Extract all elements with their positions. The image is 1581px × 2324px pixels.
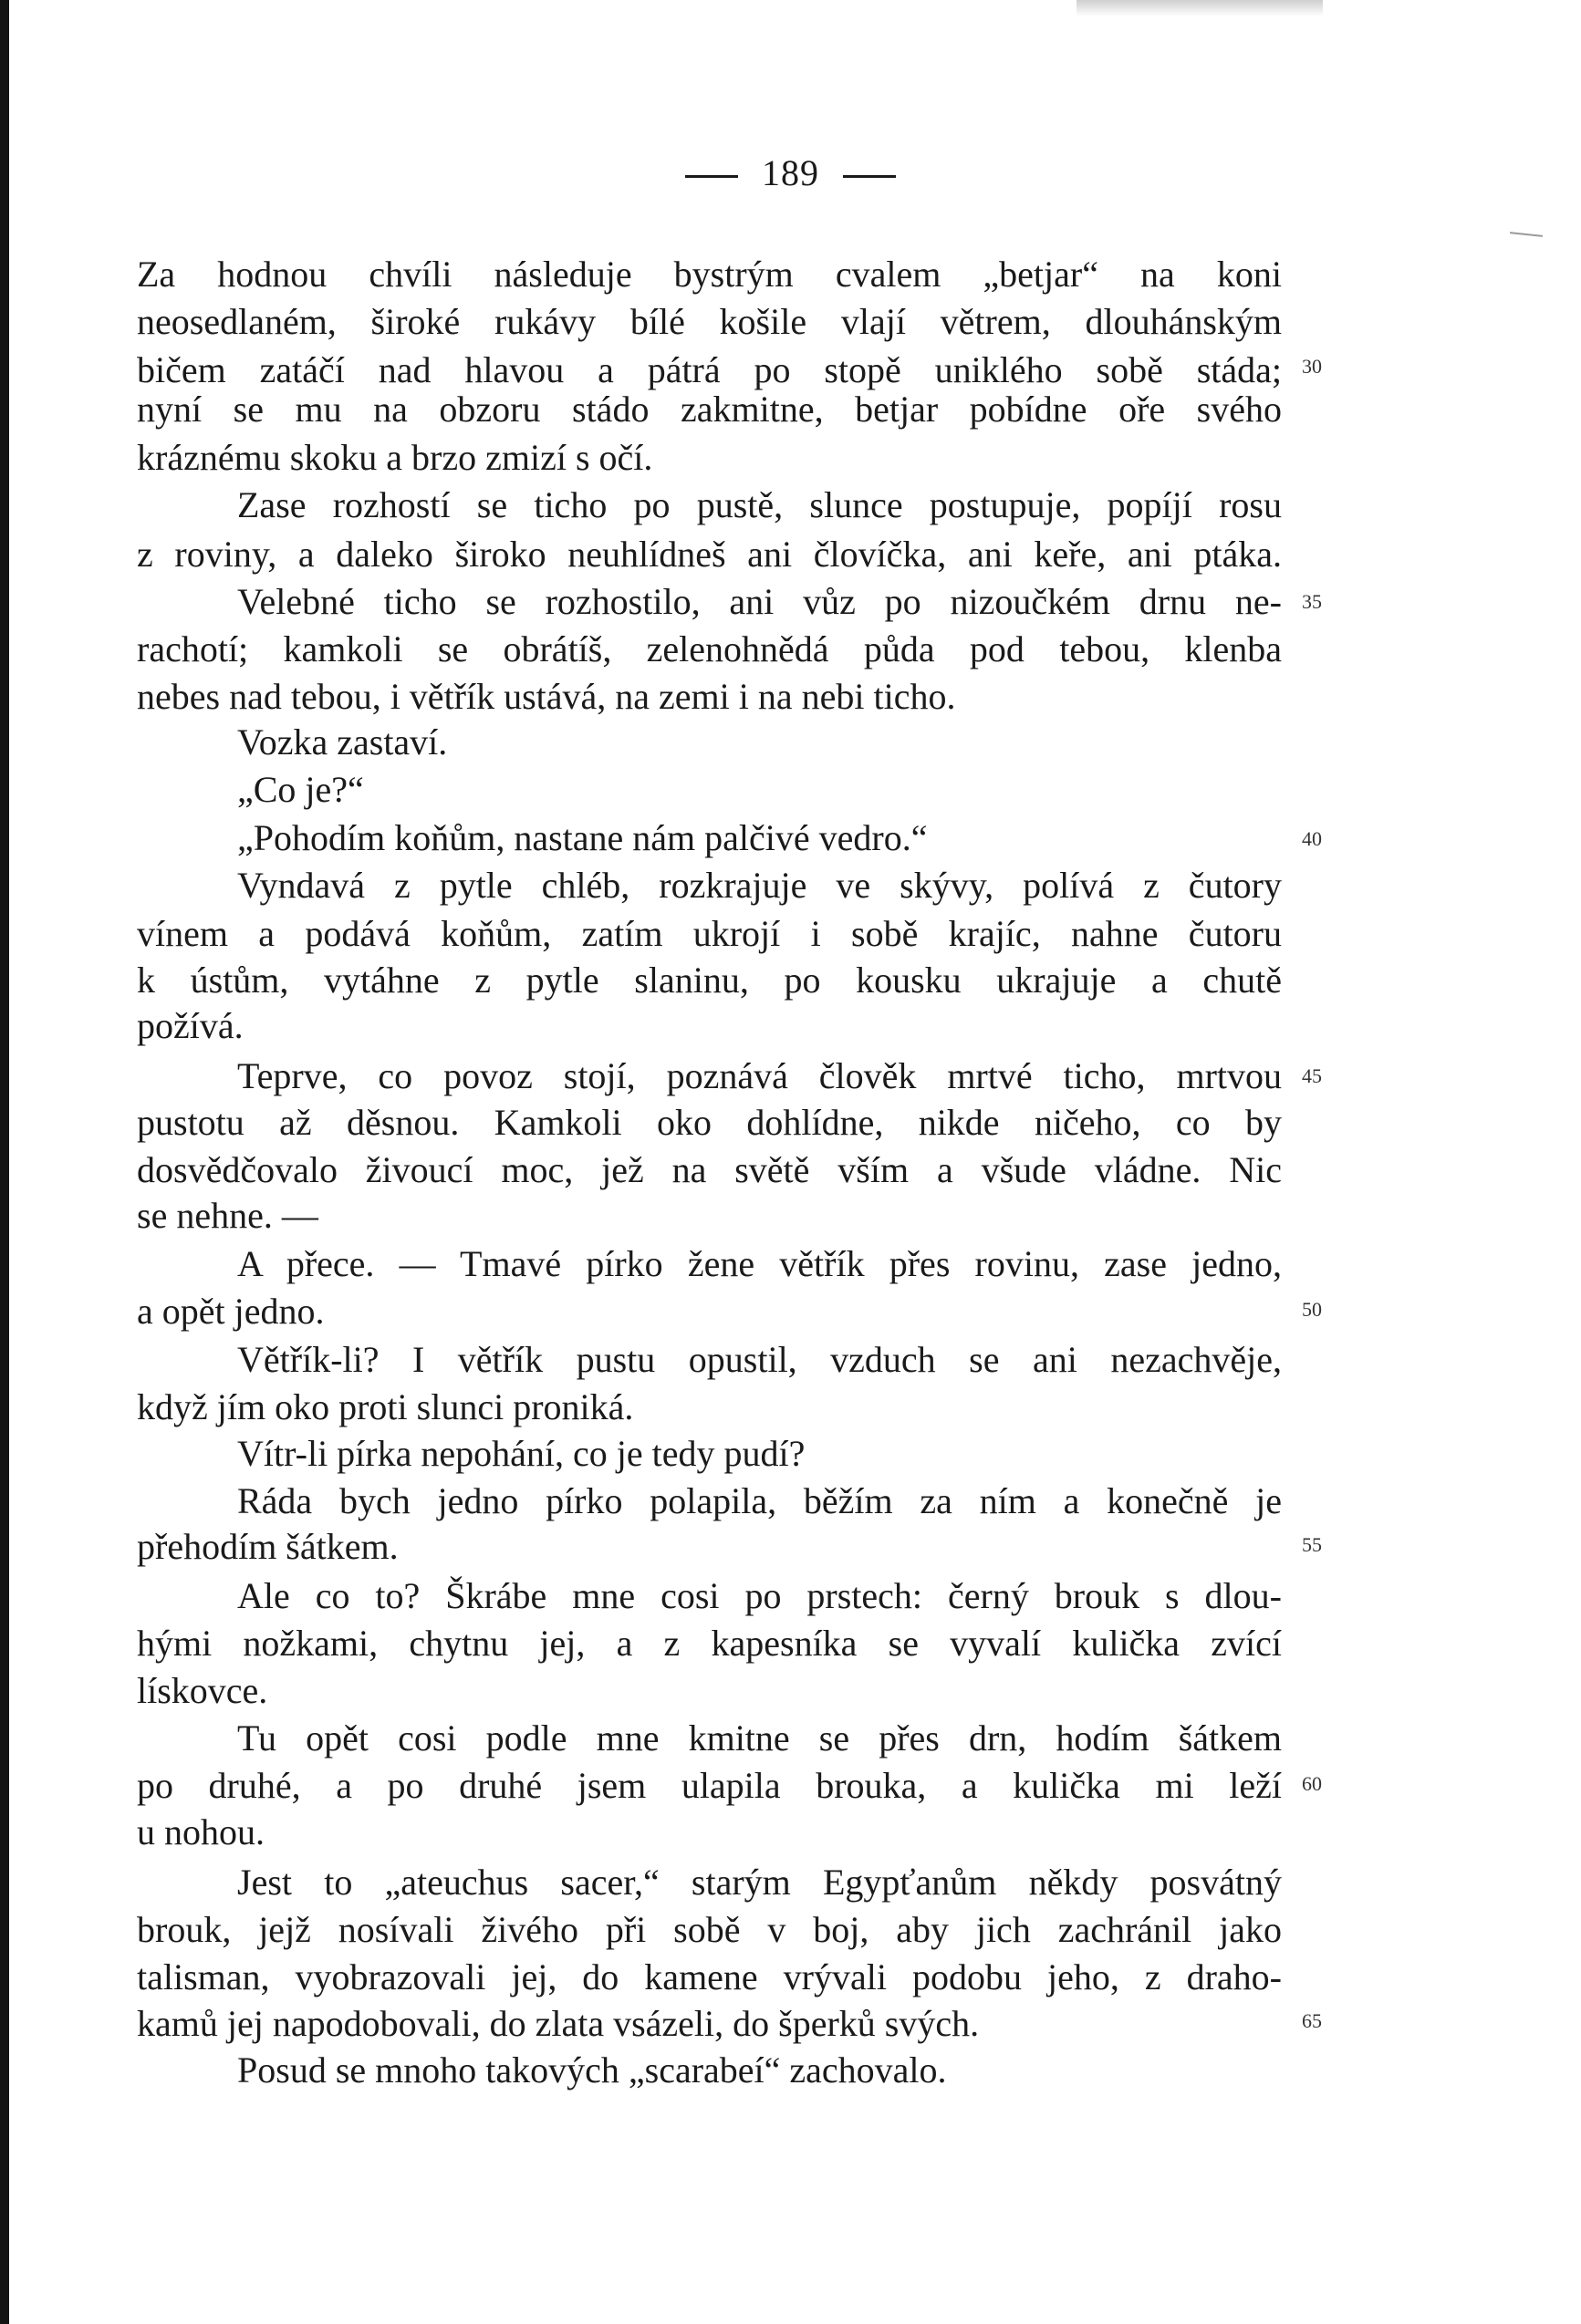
line-number: 45 xyxy=(1302,1064,1322,1087)
page-number: 189 xyxy=(762,152,819,193)
text-line: požívá. xyxy=(137,1005,244,1046)
text-line: neosedlaném, široké rukávy bílé košile vlají větrem, dlouhánským xyxy=(137,301,1282,342)
line-number: 60 xyxy=(1302,1772,1322,1795)
text-line: Jest to „ateuchus sacer,“ starým Egypťanům někdy posvátný xyxy=(237,1862,1282,1903)
text-line: přehodím šátkem. xyxy=(137,1526,399,1567)
text-line: Ráda bych jedno pírko polapila, běžím za ním a konečně je xyxy=(237,1480,1282,1521)
scan-top-edge xyxy=(1077,0,1323,16)
text-line: po druhé, a po druhé jsem ulapila brouka, a kulička mi leží xyxy=(137,1765,1282,1806)
text-line: nyní se mu na obzoru stádo zakmitne, betjar pobídne oře svého xyxy=(137,389,1282,430)
text-line: „Pohodím koňům, nastane nám palčivé vedro.“ xyxy=(237,817,928,858)
line-number: 65 xyxy=(1302,2009,1322,2032)
text-line: Posud se mnoho takových „scarabeí“ zachovalo. xyxy=(237,2049,947,2091)
text-line: Teprve, co povoz stojí, poznává člověk mrtvé ticho, mrtvou xyxy=(237,1055,1282,1096)
line-number: 50 xyxy=(1302,1298,1322,1321)
line-number: 40 xyxy=(1302,827,1322,850)
text-line: Tu opět cosi podle mne kmitne se přes drn, hodím šátkem xyxy=(237,1717,1282,1759)
text-line: pustotu až děsnou. Kamkoli oko dohlídne, nikde ničeho, co by xyxy=(137,1102,1282,1143)
text-line: nebes nad tebou, i větřík ustává, na zemi i na nebi ticho. xyxy=(137,676,956,717)
text-line: Vyndavá z pytle chléb, rozkrajuje ve skývy, polívá z čutory xyxy=(237,865,1282,906)
text-line: se nehne. — xyxy=(137,1195,318,1236)
line-number: 55 xyxy=(1302,1533,1322,1556)
text-line: Vozka zastaví. xyxy=(237,721,448,763)
text-line: brouk, jejž nosívali živého při sobě v boj, aby jich zachránil jako xyxy=(137,1909,1282,1950)
header-dash-left xyxy=(685,175,738,178)
text-line: A přece. — Tmavé pírko žene větřík přes rovinu, zase jedno, xyxy=(237,1243,1282,1284)
page-header xyxy=(0,150,1581,196)
text-line: lískovce. xyxy=(137,1670,268,1711)
line-number: 35 xyxy=(1302,590,1322,613)
text-line: z roviny, a daleko široko neuhlídneš ani človíčka, ani keře, ani ptáka. xyxy=(137,534,1282,575)
text-line: k ústům, vytáhne z pytle slaninu, po kousku ukrajuje a chutě xyxy=(137,960,1282,1001)
scan-left-border xyxy=(0,0,9,2324)
text-line: když jím oko proti slunci proniká. xyxy=(137,1386,634,1427)
text-line: Ale co to? Škrábe mne cosi po prstech: černý brouk s dlou- xyxy=(237,1575,1282,1616)
text-line: Za hodnou chvíli následuje bystrým cvalem „betjar“ na koni xyxy=(137,254,1282,295)
text-line: Větřík-li? I větřík pustu opustil, vzduch se ani nezachvěje, xyxy=(237,1339,1282,1380)
text-line: Vítr-li pírka nepohání, co je tedy pudí? xyxy=(237,1433,806,1474)
text-line: a opět jedno. xyxy=(137,1291,325,1332)
text-line: Zase rozhostí se ticho po pustě, slunce postupuje, popíjí rosu xyxy=(237,484,1282,525)
header-dash-right xyxy=(843,175,896,178)
text-line: vínem a podává koňům, zatím ukrojí i sobě krajíc, nahne čutoru xyxy=(137,913,1282,954)
text-line: talisman, vyobrazovali jej, do kamene vrývali podobu jeho, z draho- xyxy=(137,1956,1282,1997)
text-line: dosvědčovalo živoucí moc, jež na světě vším a všude vládne. Nic xyxy=(137,1149,1282,1190)
text-line: hými nožkami, chytnu jej, a z kapesníka se vyvalí kulička zvící xyxy=(137,1623,1282,1664)
text-line: kráznému skoku a brzo zmizí s očí. xyxy=(137,437,653,478)
margin-mark xyxy=(1510,232,1543,237)
text-line: u nohou. xyxy=(137,1811,265,1852)
text-line: rachotí; kamkoli se obrátíš, zelenohnědá půda pod tebou, klenba xyxy=(137,628,1282,669)
text-line: „Co je?“ xyxy=(237,769,364,810)
line-number: 30 xyxy=(1302,355,1322,378)
text-line: Velebné ticho se rozhostilo, ani vůz po nizoučkém drnu ne- xyxy=(237,581,1282,622)
text-line: kamů jej napodobovali, do zlata vsázeli, do šperků svých. xyxy=(137,2003,980,2044)
text-line: bičem zatáčí nad hlavou a pátrá po stopě uniklého sobě stáda; xyxy=(137,349,1282,390)
